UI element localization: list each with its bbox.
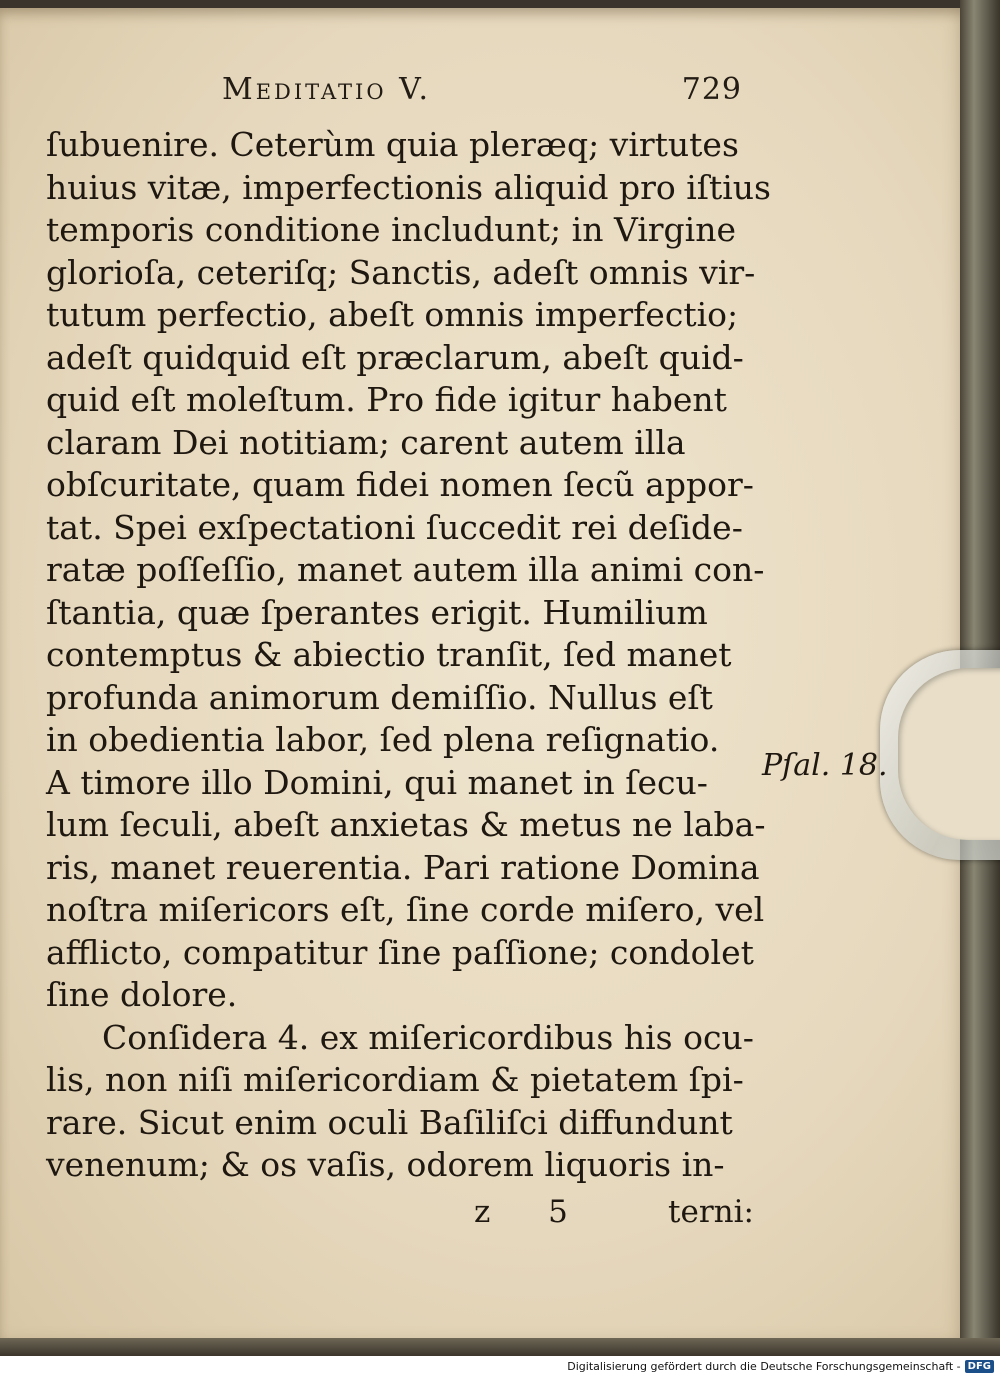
text-line: claram Dei notitiam; carent autem illa	[46, 422, 686, 462]
text-line: obſcuritate, quam fidei nomen ſecũ appor-	[46, 465, 754, 504]
text-line: ſine dolore.	[46, 975, 238, 1014]
running-title: Meditatio V.	[222, 72, 432, 107]
catchword: terni:	[668, 1194, 754, 1230]
text-line: ris, manet reuerentia. Pari ratione Domina	[46, 847, 760, 887]
page-footer	[474, 1194, 754, 1238]
text-line: ratæ poſſeſſio, manet autem illa animi con-	[46, 550, 765, 589]
text-line: in obedientia labor, ſed plena reſignatio.	[46, 720, 720, 759]
text-line: adeſt quidquid eſt præclarum, abeſt quid-	[46, 337, 744, 377]
signature-mark: z 5	[474, 1194, 592, 1230]
text-line: tat. Spei exſpectationi ſuccedit rei deſide-	[46, 507, 743, 547]
page-number: 729	[681, 72, 742, 107]
text-line: tutum perfectio, abeſt omnis imperfectio;	[46, 295, 739, 334]
page-clip-opening	[898, 668, 1000, 840]
text-line: noſtra miſericors eſt, ſine corde miſero, vel	[46, 890, 765, 929]
text-line: A timore illo Domini, qui manet in ſecu-	[46, 762, 708, 802]
text-line: Conſidera 4. ex miſericordibus his ocu-	[102, 1017, 754, 1057]
text-line: temporis conditione includunt; in Virgine	[46, 210, 737, 249]
text-line: profunda animorum demiſſio. Nullus eſt	[46, 677, 713, 717]
text-line: huius vitæ, imperfectionis aliquid pro iſtius	[46, 167, 771, 207]
text-line: lis, non niſi miſericordiam & pietatem ſpi-	[46, 1060, 744, 1099]
margin-note: Pſal. 18.	[762, 748, 888, 783]
digitization-credit	[0, 1356, 1000, 1376]
text-line: ſtantia, quæ ſperantes erigit. Humilium	[46, 592, 708, 632]
text-line: contemptus & abiectio tranſit, ſed manet	[46, 635, 732, 674]
text-line: glorioſa, ceteriſq; Sanctis, adeſt omnis vir-	[46, 252, 756, 292]
running-header	[222, 72, 742, 116]
dfg-logo: DFG	[965, 1360, 994, 1373]
credit-text: Digitalisierung gefördert durch die Deutsche Forschungsgemeinschaft -	[567, 1359, 961, 1373]
text-line: ſubuenire. Ceterùm quia pleræq; virtutes	[46, 125, 739, 164]
text-line: venenum; & os vaſis, odorem liquoris in-	[46, 1145, 725, 1184]
book-cover-bottom-edge	[0, 1338, 1000, 1356]
text-line: lum ſeculi, abeſt anxietas & metus ne laba-	[46, 805, 766, 844]
text-line: afflicto, compatitur ſine paſſione; condolet	[46, 932, 754, 972]
body-text	[46, 124, 771, 1187]
text-line: rare. Sicut enim oculi Baſiliſci diffundunt	[46, 1102, 733, 1142]
text-line: quid eſt moleſtum. Pro fide igitur habent	[46, 380, 727, 419]
